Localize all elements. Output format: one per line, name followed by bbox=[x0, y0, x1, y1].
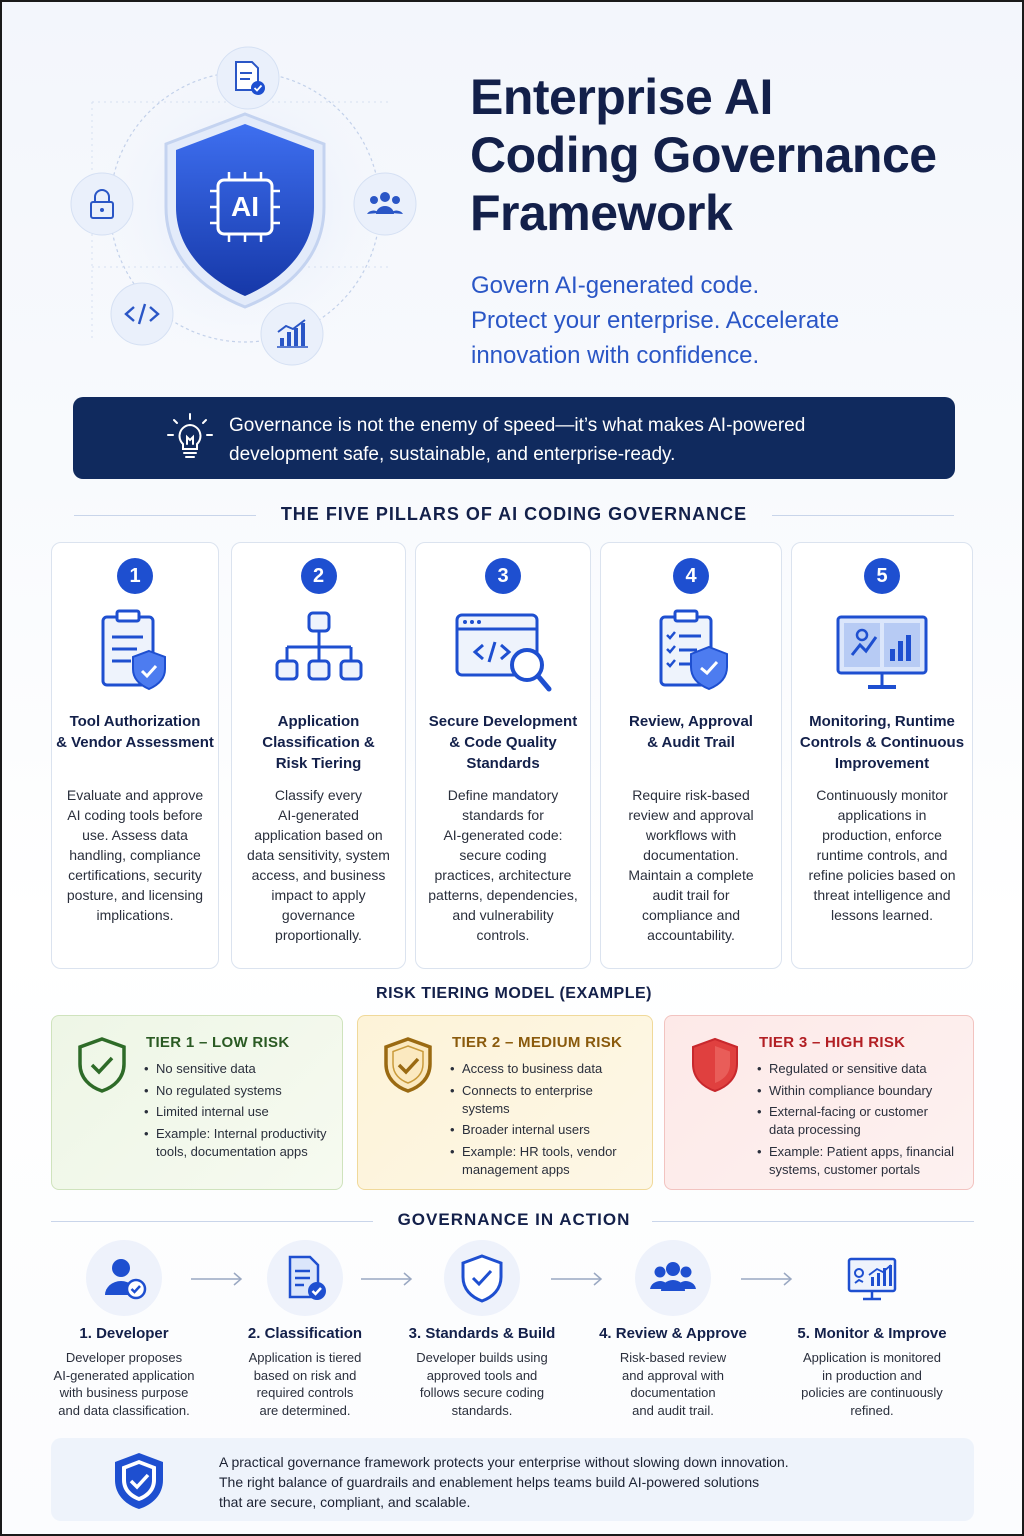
step-title: 5. Monitor & Improve bbox=[797, 1325, 947, 1342]
pillar-title-line: Improvement bbox=[834, 755, 930, 772]
hero-graphic bbox=[62, 42, 422, 372]
desc-line: use. Assess data bbox=[82, 827, 188, 843]
pillar-title-line: Standards bbox=[466, 755, 540, 772]
pillar-title-line: Classification & bbox=[262, 734, 375, 751]
pillar-title-line: Controls & Continuous bbox=[799, 734, 965, 751]
desc-line: compliance and bbox=[641, 907, 741, 923]
pillar-description bbox=[238, 785, 399, 945]
desc-line: Evaluate and approve bbox=[66, 787, 204, 803]
shield-check-icon bbox=[457, 1253, 507, 1303]
document-check-icon bbox=[217, 47, 279, 109]
desc-line: Risk-based review bbox=[619, 1350, 727, 1365]
banner-line: development safe, sustainable, and enterprise-ready. bbox=[229, 444, 676, 465]
list-item: • Broader internal users bbox=[450, 1121, 650, 1139]
pillar-description bbox=[58, 785, 212, 925]
desc-line: data sensitivity, system bbox=[247, 847, 390, 863]
banner-quote bbox=[229, 411, 929, 469]
page-title bbox=[470, 68, 990, 242]
step-title: 2. Classification bbox=[247, 1325, 363, 1342]
pillar-title-line: Review, Approval bbox=[629, 713, 753, 730]
risk-section-title: RISK TIERING MODEL (EXAMPLE) bbox=[376, 985, 652, 1002]
action-section-title: GOVERNANCE IN ACTION bbox=[397, 1210, 631, 1229]
pillars-section-title: THE FIVE PILLARS OF AI CODING GOVERNANCE bbox=[280, 504, 748, 524]
title-line: Coding Governance bbox=[470, 127, 937, 183]
list-item: • Regulated or sensitive data bbox=[757, 1060, 967, 1078]
desc-line: standards. bbox=[451, 1402, 513, 1418]
monitor-chart-icon bbox=[847, 1253, 897, 1303]
list-item: • No regulated systems bbox=[144, 1082, 344, 1100]
desc-line: production, enforce bbox=[822, 827, 942, 843]
pillar-description bbox=[798, 785, 966, 925]
pillar-title bbox=[420, 711, 586, 774]
desc-line: posture, and licensing bbox=[66, 887, 204, 903]
step-description bbox=[387, 1349, 577, 1419]
pillar-card-4 bbox=[600, 542, 782, 969]
step-icon-circle bbox=[267, 1240, 343, 1316]
desc-line: refined. bbox=[850, 1402, 894, 1418]
pillar-title bbox=[56, 711, 214, 753]
tier-criteria-list bbox=[144, 1060, 344, 1164]
pillar-title-line: & Code Quality bbox=[449, 734, 557, 751]
hierarchy-icon bbox=[269, 605, 369, 701]
pillar-title bbox=[605, 711, 777, 753]
desc-line: application based on bbox=[254, 827, 383, 843]
tier-card-medium bbox=[357, 1015, 653, 1190]
footer-statement bbox=[219, 1452, 959, 1512]
list-item: • No sensitive data bbox=[144, 1060, 344, 1078]
title-line: Framework bbox=[470, 185, 733, 241]
list-item: • Within compliance boundary bbox=[757, 1082, 967, 1100]
desc-line: review and approval bbox=[628, 807, 754, 823]
monitor-dashboard-icon bbox=[832, 605, 932, 701]
step-icon-circle bbox=[635, 1240, 711, 1316]
code-search-icon bbox=[453, 605, 553, 701]
chart-icon bbox=[261, 303, 323, 365]
desc-line: patterns, dependencies, bbox=[428, 887, 578, 903]
pillar-title-line: Application bbox=[277, 713, 360, 730]
desc-line: secure coding bbox=[459, 847, 547, 863]
pillar-title-line: Risk Tiering bbox=[275, 755, 362, 772]
desc-line: handling, compliance bbox=[69, 847, 201, 863]
list-item: • External-facing or customer data processing bbox=[757, 1103, 947, 1139]
footer-line: The right balance of guardrails and enablement helps teams build AI-powered solutions bbox=[219, 1474, 760, 1490]
tier-criteria-list bbox=[450, 1060, 650, 1182]
desc-line: and vulnerability bbox=[452, 907, 554, 923]
desc-line: in production and bbox=[822, 1367, 922, 1383]
desc-line: workflows with bbox=[645, 827, 737, 843]
desc-line: and approval with bbox=[622, 1367, 724, 1383]
arrow-right-icon bbox=[189, 1270, 245, 1288]
desc-line: AI coding tools before bbox=[67, 807, 203, 823]
pillar-card-5 bbox=[791, 542, 973, 969]
step-icon-circle bbox=[444, 1240, 520, 1316]
shield-check-icon bbox=[76, 1036, 128, 1094]
desc-line: refine policies based on bbox=[808, 867, 956, 883]
step-title: 4. Review & Approve bbox=[599, 1325, 747, 1342]
desc-line: based on risk and bbox=[253, 1367, 357, 1383]
footer-callout bbox=[51, 1438, 974, 1521]
pillar-title bbox=[236, 711, 401, 774]
desc-line: policies are continuously bbox=[801, 1385, 943, 1400]
desc-line: approved tools and bbox=[426, 1367, 538, 1383]
ai-shield-label: AI bbox=[231, 191, 259, 222]
step-title: 3. Standards & Build bbox=[408, 1325, 556, 1342]
shield-check-icon bbox=[111, 1450, 167, 1512]
list-item: • Limited internal use bbox=[144, 1103, 344, 1121]
desc-line: standards for bbox=[462, 807, 544, 823]
desc-line: documentation bbox=[630, 1385, 716, 1400]
clipboard-shield-icon bbox=[85, 605, 185, 701]
pillar-title-line: Monitoring, Runtime bbox=[809, 713, 955, 730]
shield-icon bbox=[689, 1036, 741, 1094]
desc-line: practices, architecture bbox=[434, 867, 572, 883]
checklist-shield-icon bbox=[641, 605, 741, 701]
code-icon bbox=[111, 283, 173, 345]
list-item: • Example: Patient apps, financial systems, customer portals bbox=[757, 1143, 962, 1179]
tier-card-low bbox=[51, 1015, 343, 1190]
pillar-title-line: & Audit Trail bbox=[647, 734, 735, 751]
pillar-card-1 bbox=[51, 542, 219, 969]
tier-card-high bbox=[664, 1015, 974, 1190]
tier-criteria-list bbox=[757, 1060, 967, 1182]
desc-line: implications. bbox=[96, 907, 174, 923]
desc-line: are determined. bbox=[259, 1402, 351, 1418]
pillar-number: 5 bbox=[864, 558, 900, 594]
desc-line: controls. bbox=[476, 927, 530, 943]
desc-line: AI-generated bbox=[278, 807, 359, 823]
desc-line: Continuously monitor bbox=[816, 787, 948, 803]
desc-line: Define mandatory bbox=[447, 787, 559, 803]
pillar-title-line: & Vendor Assessment bbox=[56, 734, 214, 751]
desc-line: and data classification. bbox=[58, 1402, 190, 1418]
desc-line: follows secure coding bbox=[419, 1385, 545, 1400]
user-check-icon bbox=[99, 1253, 149, 1303]
pillar-title-line: Tool Authorization bbox=[69, 713, 201, 730]
desc-line: threat intelligence and bbox=[813, 887, 951, 903]
list-item: • Example: HR tools, vendor management apps bbox=[450, 1143, 630, 1179]
list-item: • Example: Internal productivity tools, documentation apps bbox=[144, 1125, 334, 1161]
step-description bbox=[29, 1349, 219, 1419]
step-icon-circle bbox=[86, 1240, 162, 1316]
desc-line: Application is monitored bbox=[802, 1350, 942, 1365]
step-title: 1. Developer bbox=[79, 1325, 169, 1342]
desc-line: proportionally. bbox=[275, 927, 362, 943]
list-item: • Connects to enterprise systems bbox=[450, 1082, 610, 1118]
step-description bbox=[578, 1349, 768, 1419]
page-subtitle bbox=[471, 268, 991, 373]
pillar-card-2 bbox=[231, 542, 406, 969]
pillar-number: 4 bbox=[673, 558, 709, 594]
document-check-icon bbox=[280, 1253, 330, 1303]
desc-line: required controls bbox=[256, 1385, 354, 1400]
quote-banner bbox=[73, 397, 955, 479]
desc-line: with business purpose bbox=[59, 1385, 189, 1400]
desc-line: Developer proposes bbox=[65, 1350, 183, 1365]
lock-icon bbox=[71, 173, 133, 235]
tier-title: TIER 2 – MEDIUM RISK bbox=[452, 1034, 623, 1051]
desc-line: Application is tiered bbox=[248, 1350, 362, 1365]
tier-title: TIER 1 – LOW RISK bbox=[146, 1034, 290, 1051]
pillar-description bbox=[422, 785, 584, 945]
subtitle-line: Protect your enterprise. Accelerate bbox=[471, 307, 840, 334]
subtitle-line: Govern AI-generated code. bbox=[471, 272, 760, 299]
desc-line: impact to apply bbox=[271, 887, 366, 903]
lightbulb-icon bbox=[165, 411, 215, 463]
pillar-description bbox=[607, 785, 775, 945]
desc-line: accountability. bbox=[647, 927, 735, 943]
banner-line: Governance is not the enemy of speed—it’s what makes AI-powered bbox=[229, 415, 806, 436]
desc-line: access, and business bbox=[251, 867, 386, 883]
desc-line: documentation. bbox=[643, 847, 739, 863]
desc-line: and audit trail. bbox=[632, 1402, 714, 1418]
desc-line: applications in bbox=[837, 807, 927, 823]
desc-line: runtime controls, and bbox=[816, 847, 948, 863]
desc-line: Maintain a complete bbox=[628, 867, 754, 883]
pillar-number: 3 bbox=[485, 558, 521, 594]
subtitle-line: innovation with confidence. bbox=[471, 342, 760, 369]
desc-line: certifications, security bbox=[68, 867, 202, 883]
desc-line: audit trail for bbox=[652, 887, 730, 903]
tier-title: TIER 3 – HIGH RISK bbox=[759, 1034, 906, 1051]
pillar-title bbox=[796, 711, 968, 774]
arrow-right-icon bbox=[359, 1270, 415, 1288]
desc-line: governance bbox=[281, 907, 356, 923]
arrow-right-icon bbox=[739, 1270, 795, 1288]
title-line: Enterprise AI bbox=[470, 69, 773, 125]
desc-line: lessons learned. bbox=[831, 907, 933, 923]
step-description bbox=[777, 1349, 967, 1419]
shield-check-icon bbox=[382, 1036, 434, 1094]
pillar-number: 1 bbox=[117, 558, 153, 594]
pillar-card-3 bbox=[415, 542, 591, 969]
arrow-right-icon bbox=[549, 1270, 605, 1288]
desc-line: Developer builds using bbox=[416, 1350, 548, 1365]
desc-line: AI-generated application bbox=[53, 1367, 195, 1383]
list-item: • Access to business data bbox=[450, 1060, 650, 1078]
pillar-number: 2 bbox=[301, 558, 337, 594]
pillar-title-line: Secure Development bbox=[428, 713, 578, 730]
footer-line: A practical governance framework protects your enterprise without slowing down innovation. bbox=[219, 1454, 789, 1470]
people-icon bbox=[648, 1253, 698, 1303]
desc-line: AI-generated code: bbox=[443, 827, 563, 843]
people-icon bbox=[354, 173, 416, 235]
footer-line: that are secure, compliant, and scalable. bbox=[219, 1494, 471, 1510]
desc-line: Classify every bbox=[274, 787, 363, 803]
step-description bbox=[210, 1349, 400, 1419]
desc-line: Require risk-based bbox=[632, 787, 750, 803]
step-icon-circle bbox=[834, 1240, 910, 1316]
